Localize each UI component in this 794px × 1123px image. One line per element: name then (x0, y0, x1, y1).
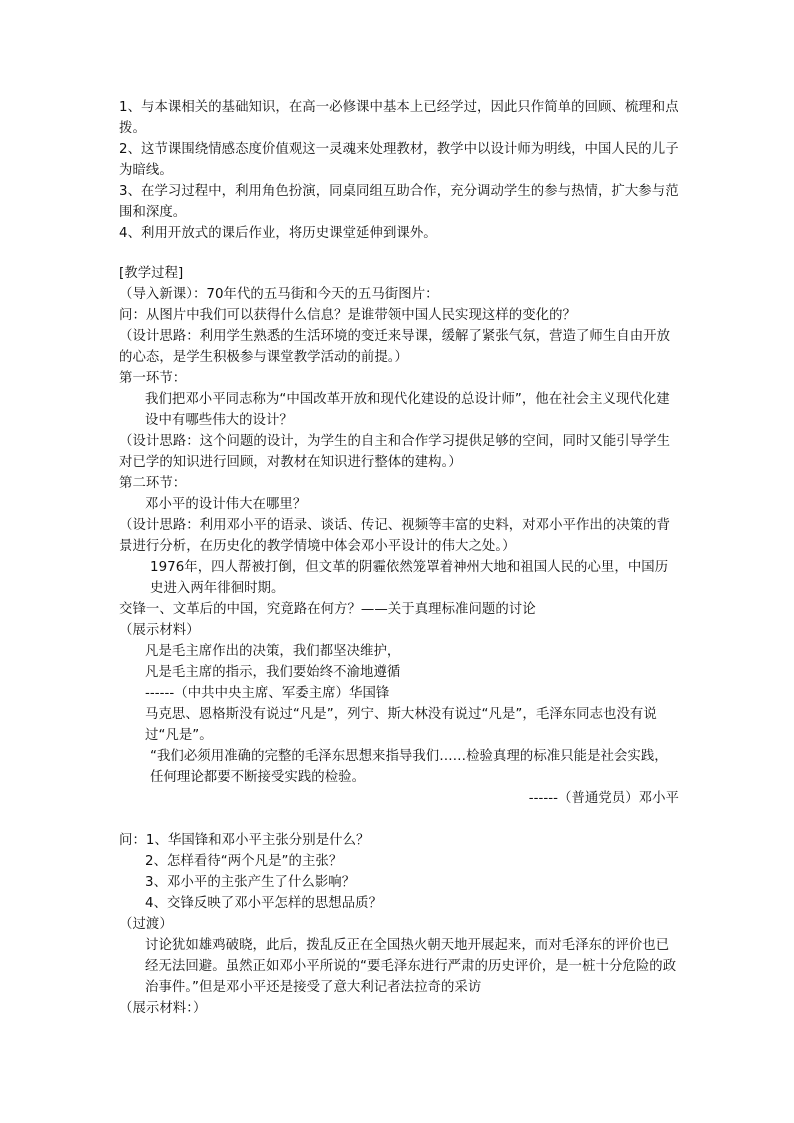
quote2-text: 马克思、恩格斯没有说过“凡是”，列宁、斯大林没有说过“凡是”，毛泽东同志也没有说过“凡是”。 (145, 707, 657, 743)
intro-point-2: 2、这节课围绕情感态度价值观这一灵魂来处理教材，教学中以设计师为明线，中国人民的儿子为暗线。 (119, 142, 679, 178)
quote3-text: “我们必须用准确的完整的毛泽东思想来指导我们……检验真理的标准只能是社会实践，任何理论都要不断接受实践的检验。 (150, 749, 668, 785)
intro-point-3: 3、在学习过程中，利用角色扮演，同桌同组互助合作，充分调动学生的参与热情，扩大参与范围和深度。 (119, 184, 679, 220)
question-4: 4、交锋反映了邓小平怎样的思想品质？ (145, 896, 383, 911)
material-label: （展示材料） (119, 623, 200, 638)
intro-lesson-label: （导入新课）：70年代的五马街和今天的五马街图片： (119, 287, 439, 302)
quote1-line1: 凡是毛主席作出的决策，我们都坚决维护， (145, 644, 401, 659)
transition-label: （过渡） (119, 917, 173, 932)
material-label-2: （展示材料：） (119, 1001, 207, 1016)
question-1: 问：1、华国锋和邓小平主张分别是什么？ (119, 833, 370, 848)
round1-title: 交锋一、文革后的中国，究竟路在何方？——关于真理标准问题的讨论 (119, 602, 536, 617)
stage2-design-note: （设计思路：利用邓小平的语录、谈话、传记、视频等丰富的史料，对邓小平作出的决策的背景进行分析，在历史化的教学情境中体会邓小平设计的伟大之处。） (119, 518, 671, 554)
stage2-text: 邓小平的设计伟大在哪里？ (145, 497, 307, 512)
intro-point-1: 1、与本课相关的基础知识，在高一必修课中基本上已经学过，因此只作简单的回顾、梳理和点拨。 (119, 100, 679, 136)
intro-question: 问：从图片中我们可以获得什么信息？是谁带领中国人民实现这样的变化的？ (119, 308, 576, 323)
question-3: 3、邓小平的主张产生了什么影响？ (145, 875, 356, 890)
stage2-label: 第二环节： (119, 476, 187, 491)
intro-design-note: （设计思路：利用学生熟悉的生活环境的变迁来导课，缓解了紧张气氛，营造了师生自由开放的心态，是学生积极参与课堂教学活动的前提。） (119, 329, 671, 365)
quote1-line2: 凡是毛主席的指示，我们要始终不渝地遵循 (145, 665, 401, 680)
quote1-source: ------（中共中央主席、军委主席）华国锋 (145, 686, 390, 701)
quote3-source: ------（普通党员）邓小平 (528, 791, 679, 806)
spacer (119, 809, 679, 830)
process-heading: [教学过程] (119, 266, 184, 281)
transition-text: 讨论犹如雄鸡破晓，此后，拨乱反正在全国热火朝天地开展起来，而对毛泽东的评价也已经无法回避。虽然正如邓小平所说的“要毛泽东进行严肃的历史评价，是一桩十分危险的政治事件。”但是邓小平还是接受了意大利记者法拉奇的采访 (145, 938, 677, 995)
stage1-label: 第一环节： (119, 371, 187, 386)
teaching-process (119, 263, 679, 1019)
stage1-text: 我们把邓小平同志称为“中国改革开放和现代化建设的总设计师”，他在社会主义现代化建设中有哪些伟大的设计？ (145, 392, 670, 428)
history-text: 1976年，四人帮被打倒，但文革的阴霾依然笼罩着神州大地和祖国人民的心里，中国历史进入两年徘徊时期。 (150, 560, 669, 596)
stage1-design-note: （设计思路：这个问题的设计，为学生的自主和合作学习提供足够的空间，同时又能引导学生对已学的知识进行回顾，对教材在知识进行整体的建构。） (119, 434, 671, 470)
intro-points (119, 97, 679, 244)
question-2: 2、怎样看待“两个凡是”的主张？ (145, 854, 343, 869)
intro-point-4: 4、利用开放式的课后作业，将历史课堂延伸到课外。 (119, 226, 437, 241)
